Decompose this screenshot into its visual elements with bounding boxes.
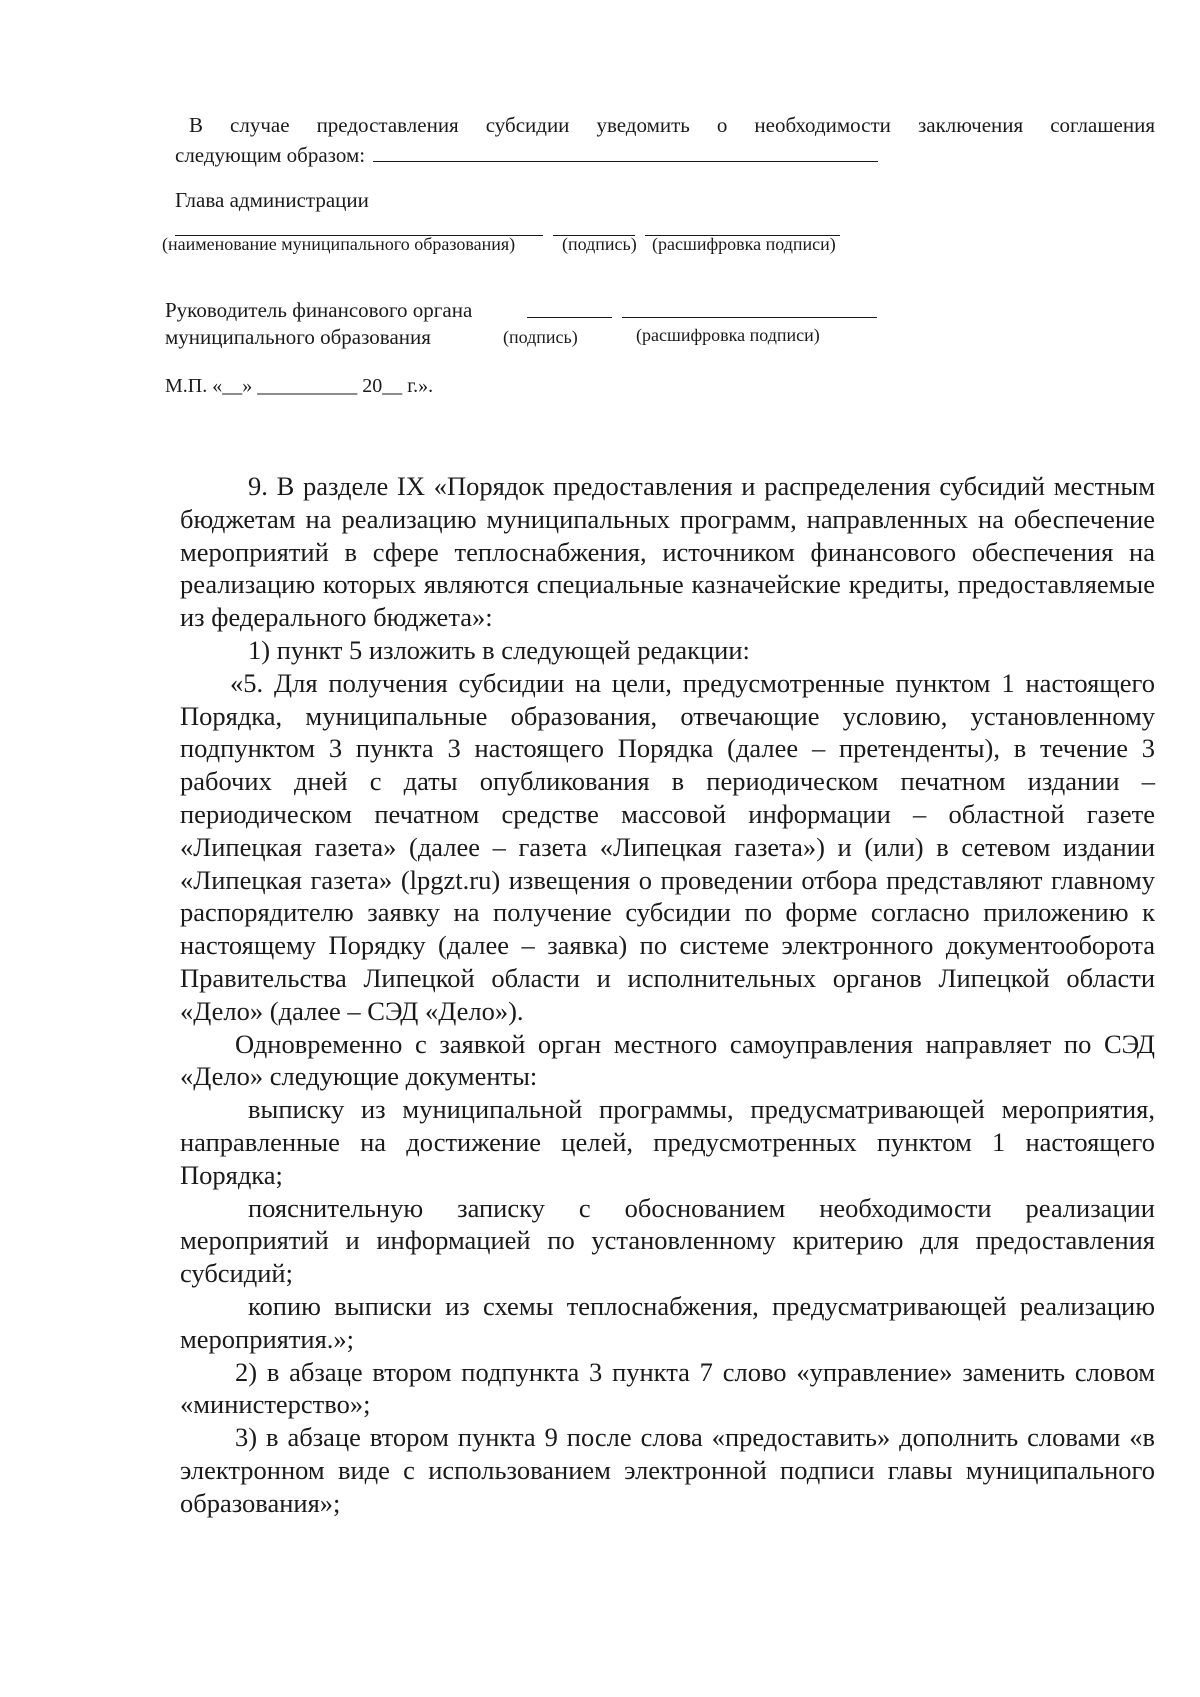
notice-block xyxy=(175,110,1155,170)
fin-signature-line xyxy=(527,317,612,318)
fin-head-line-1: Руководитель финансового органа xyxy=(165,298,473,322)
paragraph-5-text: «5. Для получения субсидии на цели, предусмотренные пунктом 1 настоящего Порядка, муниципальные образования, отвечающие условию, установленному подпунктом 3 пункта 3 настоящего Порядка (далее – претенденты), в течение 3 рабочих дней с даты опубликования в периодическом печатном издании – периодическом печатном средстве массовой информации – областной газете «Липецкая газета» (далее – газета «Липецкая газета») и (или) в сетевом издании «Липецкая газета» (lpgzt.ru) извещения о проведении отбора представляют главному распорядителю заявку на получение субсидии по форме согласно приложению к настоящему Порядку (далее – заявка) по системе электронного документооборота Правительства Липецкой области и исполнительных органов Липецкой области «Дело» (далее – СЭД «Дело»). xyxy=(180,667,1155,1026)
paragraph-9-1: 1) пункт 5 изложить в следующей редакции: xyxy=(248,634,750,665)
paragraph-9-2: 2) в абзаце втором подпункта 3 пункта 7 слово «управление» заменить словом «министерство»; xyxy=(180,1356,1155,1420)
paragraph-9-3: 3) в абзаце втором пункта 9 после слова «предоставить» дополнить словами «в электронном виде с использованием электронной подписи главы муниципального образования»; xyxy=(180,1422,1155,1518)
caption-municipality: (наименование муниципального образования) xyxy=(162,234,516,254)
paragraph-copy: копию выписки из схемы теплоснабжения, предусматривающей реализацию мероприятия.»; xyxy=(180,1290,1155,1354)
amendments-body xyxy=(180,470,1155,1520)
fin-head-line-2: муниципального образования xyxy=(165,325,431,349)
caption-signature: (подпись) xyxy=(562,234,637,254)
fin-caption-decoding: (расшифровка подписи) xyxy=(636,325,820,345)
notice-line-1: В случае предоставления субсидии уведомить о необходимости заключения соглашения xyxy=(189,113,1155,137)
notice-fill-line xyxy=(373,160,878,162)
paragraph-simultaneously: Одновременно с заявкой орган местного самоуправления направляет по СЭД «Дело» следующие документы: xyxy=(180,1028,1155,1092)
stamp-date-line: М.П. «__» __________ 20__ г.». xyxy=(165,375,434,397)
caption-decoding: (расшифровка подписи) xyxy=(652,234,836,254)
head-title: Глава администрации xyxy=(175,188,369,212)
paragraph-explanatory-note: пояснительную записку с обоснованием необходимости реализации мероприятий и информацией по установленному критерию для предоставления субсидий; xyxy=(180,1192,1155,1289)
paragraph-9: 9. В разделе IX «Порядок предоставления и распределения субсидий местным бюджетам на реализацию муниципальных программ, направленных на обеспечение мероприятий в сфере теплоснабжения, источником финансового обеспечения на реализацию которых являются специальные казначейские кредиты, предоставляемые из федерального бюджета»: xyxy=(180,471,1155,633)
fin-decoding-line xyxy=(622,317,877,318)
fin-caption-signature: (подпись) xyxy=(503,327,578,347)
paragraph-extract: выписку из муниципальной программы, предусматривающей мероприятия, направленные на достижение целей, предусмотренных пунктом 1 настоящего Порядка; xyxy=(180,1094,1155,1190)
notice-line-2-text: следующим образом: xyxy=(175,143,366,167)
notice-line-2 xyxy=(175,140,1155,170)
